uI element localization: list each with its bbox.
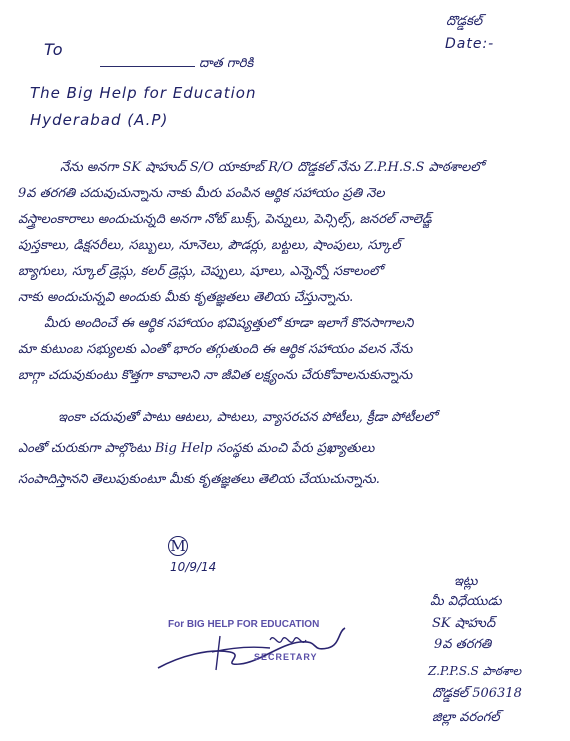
secretary-signature-image bbox=[150, 618, 350, 678]
city-line: Hyderabad (A.P) bbox=[30, 111, 169, 129]
signature-line: దొడ్డకల్ 506318 bbox=[432, 686, 522, 701]
body-line: వస్త్రాలంకారాలు అందుచున్నది అనగా నోట్ బుక్స్, పెన్నులు, పెన్సిల్స్, జనరల్ నాలెడ్జ్ bbox=[18, 212, 432, 227]
to-suffix: దాత గారికి bbox=[199, 56, 254, 71]
to-label: To bbox=[44, 40, 64, 59]
initials-date: 10/9/14 bbox=[170, 560, 217, 574]
header-place: దొడ్డకల్ bbox=[446, 14, 483, 29]
body-line: బ్యాగులు, స్కూల్ డ్రెస్లు, కలర్ డ్రెస్లు, చెప్పులు, షూలు, ఎన్నెన్నో సకాలంలో bbox=[18, 264, 383, 279]
body-line: పుస్తకాలు, డిక్షనరీలు, సబ్బులు, నూనెలు, పౌడర్లు, బట్టలు, షాంపులు, స్కూల్ bbox=[18, 238, 401, 253]
stamp-line-1: For BIG HELP FOR EDUCATION bbox=[168, 619, 320, 630]
body-line: నేను అనగా SK షాహుద్ S/O యాకూబ్ R/O దొడ్డకల్ నేను Z.P.H.S.S పాఠశాలలో bbox=[60, 160, 484, 175]
body-line: నాకు అందుచున్నవి అందుకు మీకు కృతజ్ఞతలు తెలియ చేస్తున్నాను. bbox=[18, 290, 354, 305]
body-line: మీరు అందించే ఈ ఆర్థిక సహాయం భవిష్యత్తులో కూడా ఇలాగే కొనసాగాలని bbox=[44, 316, 414, 331]
header-date-label: Date:- bbox=[445, 36, 495, 52]
initials-mark: M bbox=[168, 536, 188, 556]
org-line: The Big Help for Education bbox=[30, 84, 257, 102]
body-line: ఇంకా చదువుతో పాటు ఆటలు, పాటలు, వ్యాసరచన పోటీలు, క్రీడా పోటీలలో bbox=[58, 410, 438, 425]
body-line: బాగ్గా చదువుకుంటు కొత్తగా కావాలని నా జీవిత లక్ష్యంను చేరుకోవాలనుకున్నాను bbox=[18, 368, 413, 383]
signature-line: జిల్లా వరంగల్ bbox=[432, 710, 500, 725]
closing-word: ఇట్లు bbox=[454, 574, 478, 589]
body-line: మా కుటుంబ సభ్యులకు ఎంతో భారం తగ్గుతుంది ఈ ఆర్థిక సహాయం వలన నేను bbox=[18, 342, 413, 357]
body-line: ఎంతో చురుకుగా పాల్గొంటు Big Help సంస్థకు మంచి పేరు ప్రఖ్యాతులు bbox=[18, 441, 375, 456]
stamp-line-2: SECRETARY bbox=[254, 652, 318, 662]
signature-line: Z.P.P.S.S పాఠశాల bbox=[428, 664, 522, 678]
body-line: సంపాదిస్తానని తెలుపుకుంటూ మీకు కృతజ్ఞతలు తెలియ చేయుచున్నాను. bbox=[18, 472, 380, 487]
signature-line: 9వ తరగతి bbox=[434, 637, 492, 652]
signature-line: SK షాహుద్ bbox=[432, 616, 496, 631]
signature-line: మీ విధేయుడు bbox=[430, 594, 502, 609]
body-line: 9వ తరగతి చదువుచున్నాను నాకు మీరు పంపిన ఆర్థిక సహాయం ప్రతి నెల bbox=[18, 186, 385, 201]
to-underline bbox=[100, 66, 195, 67]
